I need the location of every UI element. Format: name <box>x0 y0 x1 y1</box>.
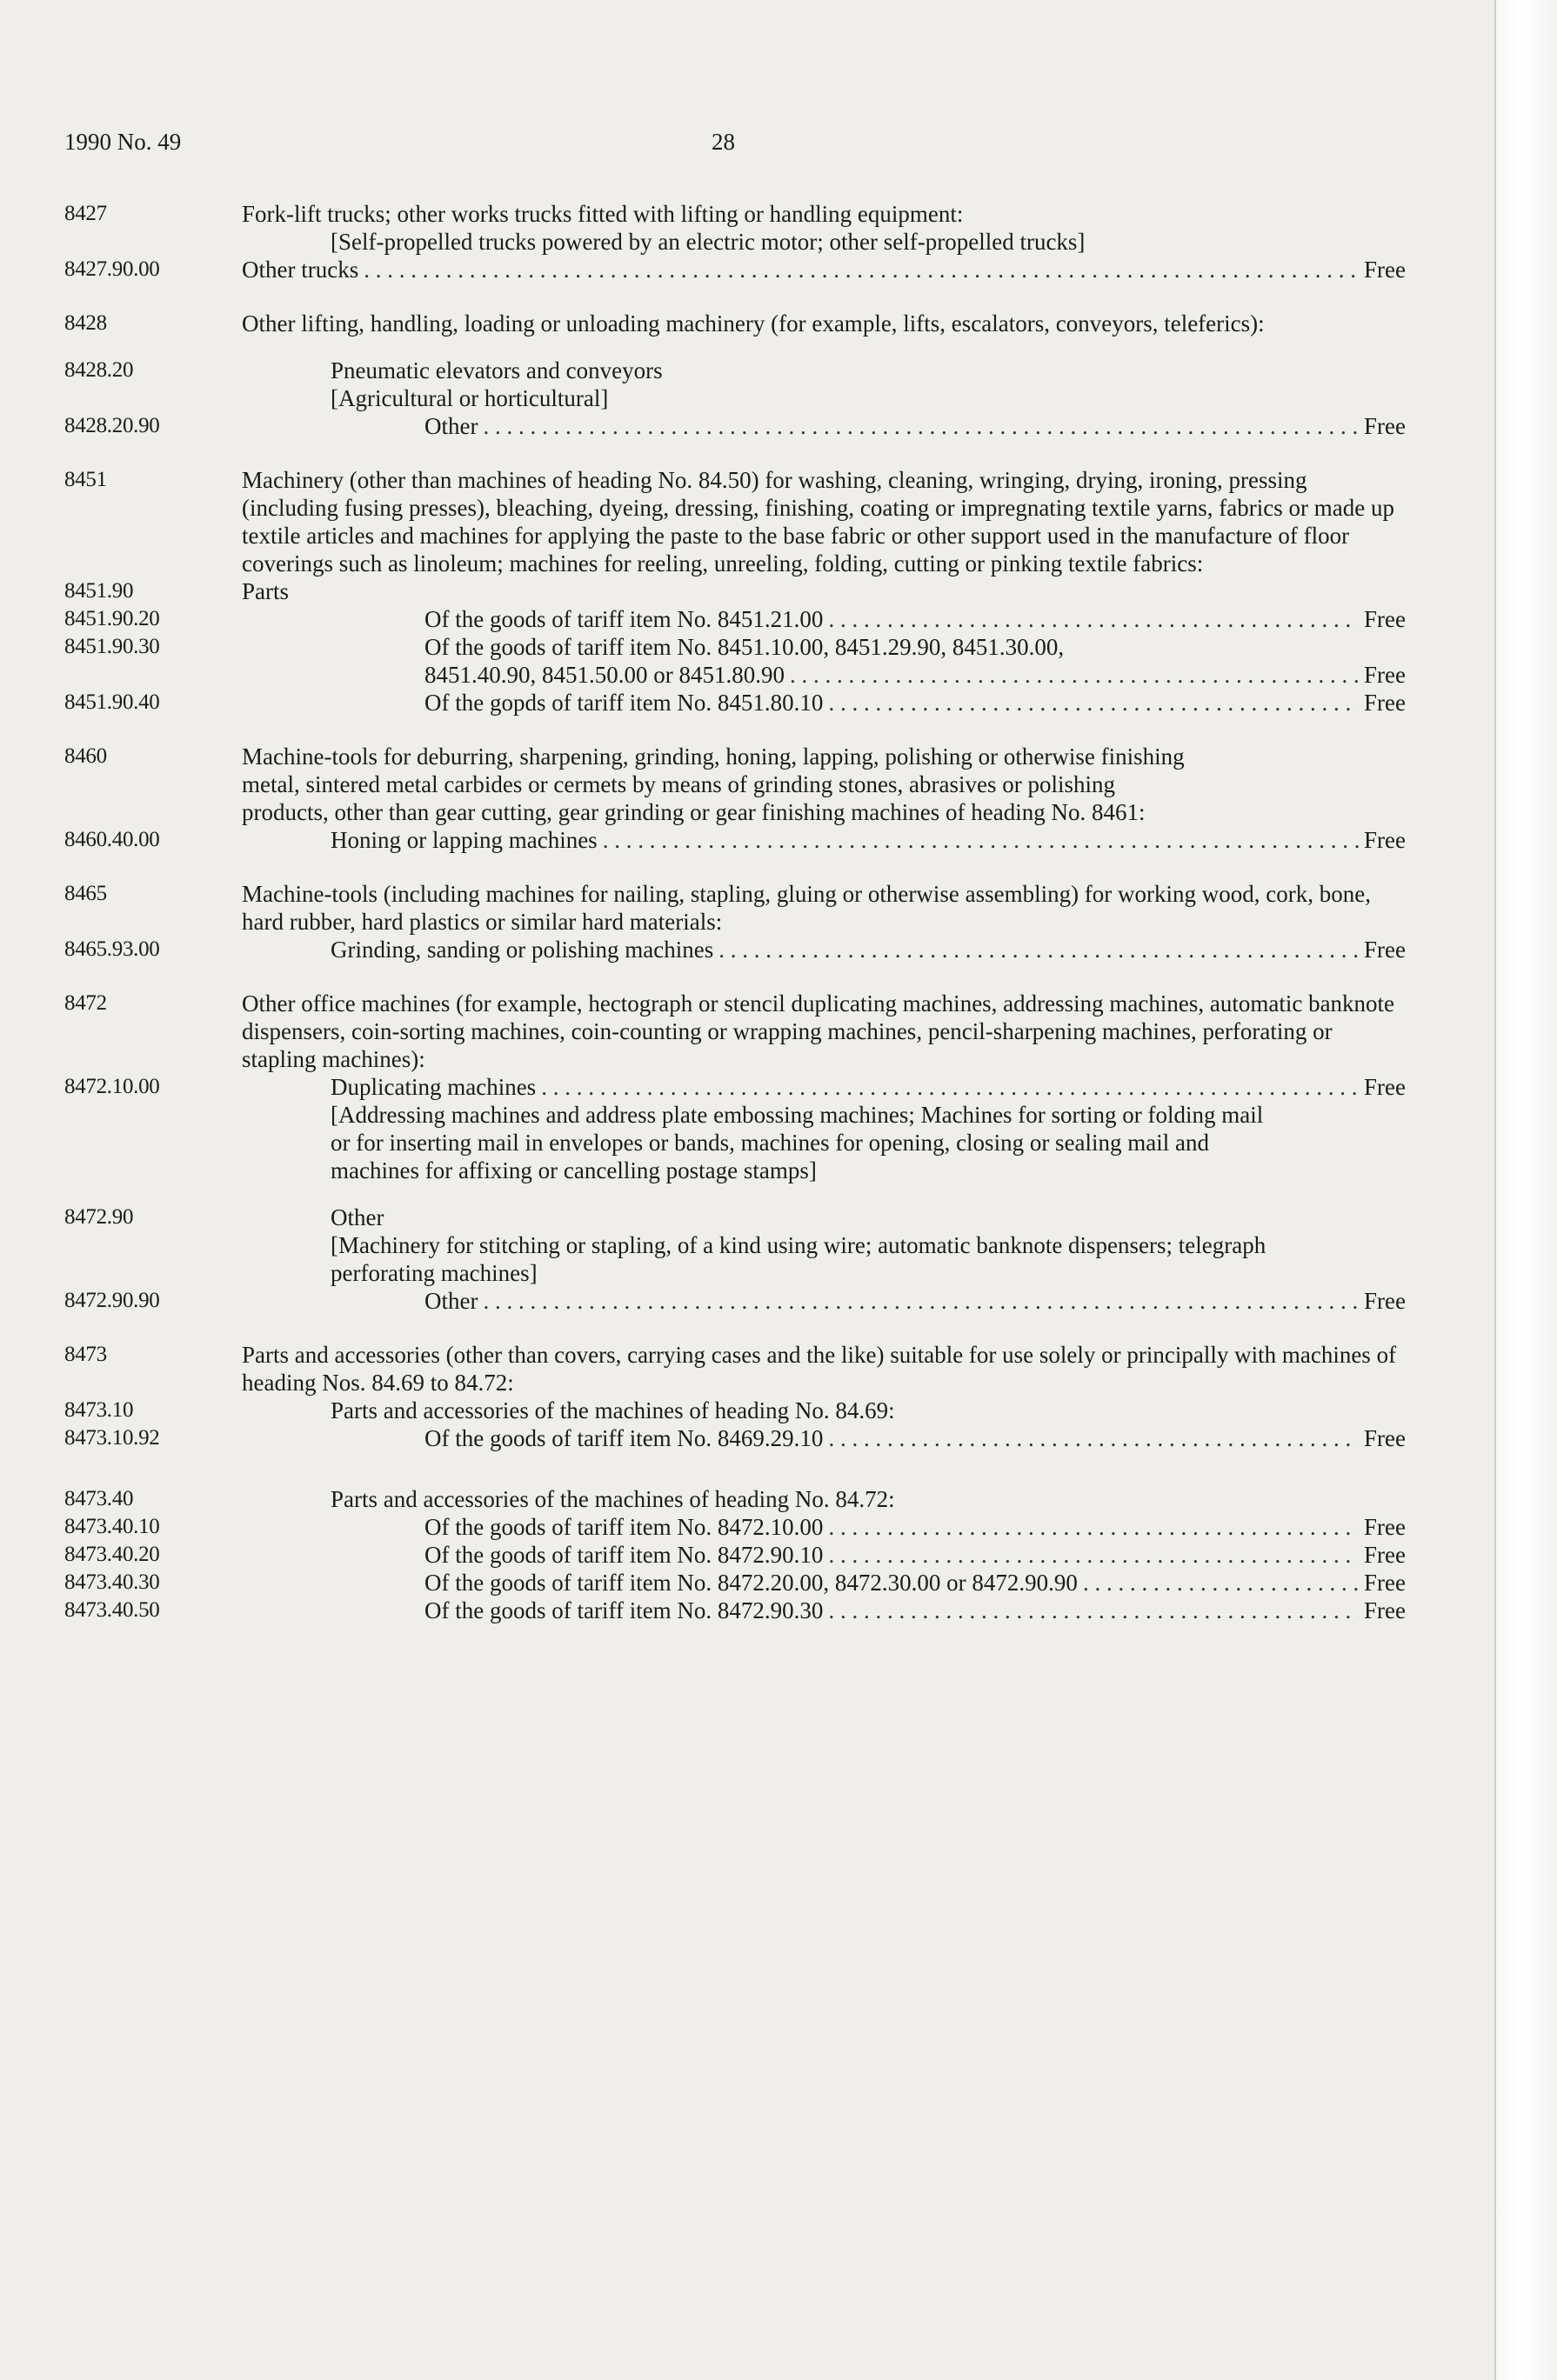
subheading-description: Pneumatic elevators and conveyors <box>331 357 663 383</box>
duty-rate: Free <box>1364 1570 1406 1596</box>
dot-leader <box>828 689 1359 717</box>
statute-reference: 1990 No. 49 <box>64 129 182 155</box>
subheading-description: Other <box>331 1204 384 1230</box>
subheading-row <box>0 1485 1494 1513</box>
duty-rate: Free <box>1364 937 1406 963</box>
tariff-code: 8460.40.00 <box>64 828 160 851</box>
tariff-item-row <box>0 1597 1494 1624</box>
duty-rate: Free <box>1364 1074 1406 1100</box>
dot-leader <box>541 1073 1359 1101</box>
item-description: Honing or lapping machines <box>331 827 598 853</box>
tariff-item-row <box>0 689 1494 717</box>
dot-leader <box>364 256 1359 283</box>
heading-description: Parts and accessories (other than covers, carrying cases and the like) suitable for use solely or principally with machines of heading Nos. 84.69 to 84.72: <box>242 1342 1397 1396</box>
item-description: Of the gopds of tariff item No. 8451.80.10 <box>424 690 824 716</box>
tariff-item-row <box>0 1541 1494 1569</box>
tariff-item-row <box>0 1287 1494 1315</box>
tariff-code: 8428 <box>64 311 107 335</box>
item-description: Grinding, sanding or polishing machines <box>331 937 714 963</box>
note-row <box>0 1101 1494 1184</box>
tariff-code: 8473.40 <box>64 1487 134 1510</box>
subheading-row <box>0 577 1494 605</box>
tariff-code: 8427.90.00 <box>64 257 160 281</box>
tariff-item-row <box>0 1424 1494 1452</box>
item-description: Duplicating machines <box>331 1074 537 1100</box>
duty-rate: Free <box>1364 1288 1406 1314</box>
heading-description: Machine-tools (including machines for nailing, stapling, gluing or otherwise assembling) for working wood, cork, bone, hard rubber, hard plastics or similar hard materials: <box>242 881 1371 935</box>
heading-description: Other lifting, handling, loading or unloading machinery (for example, lifts, escalators, conveyors, teleferics): <box>242 310 1265 337</box>
subheading-description: Parts <box>242 578 289 604</box>
item-description: Of the goods of tariff item No. 8472.10.00 <box>424 1514 824 1540</box>
tariff-item-row <box>0 1073 1494 1101</box>
duty-rate: Free <box>1364 1542 1406 1568</box>
bracketed-note: [Agricultural or horticultural] <box>331 385 609 411</box>
tariff-code: 8472.90 <box>64 1205 134 1229</box>
tariff-item-row <box>0 256 1494 283</box>
tariff-code: 8473.40.30 <box>64 1570 160 1594</box>
tariff-code: 8473.10 <box>64 1398 134 1422</box>
tariff-item-row <box>0 412 1494 440</box>
duty-rate: Free <box>1364 1597 1406 1623</box>
tariff-schedule <box>0 200 1494 1624</box>
tariff-item-row <box>0 826 1494 854</box>
item-description: Other <box>424 1288 478 1314</box>
heading-row <box>0 200 1494 228</box>
heading-row <box>0 743 1494 826</box>
bracketed-note: [Machinery for stitching or stapling, of a kind using wire; automatic banknote dispensers; telegraph perforating machines] <box>331 1232 1266 1286</box>
dot-leader <box>1083 1569 1359 1597</box>
heading-row <box>0 990 1494 1073</box>
page-header <box>0 129 1494 163</box>
dot-leader <box>603 826 1359 854</box>
tariff-code: 8465.93.00 <box>64 937 160 961</box>
dot-leader <box>483 412 1359 440</box>
page-number: 28 <box>712 129 735 155</box>
duty-rate: Free <box>1364 1514 1406 1540</box>
item-description: Other <box>424 413 478 439</box>
dot-leader <box>828 1424 1359 1452</box>
tariff-code: 8473.40.10 <box>64 1515 160 1538</box>
tariff-code: 8451.90 <box>64 579 134 603</box>
tariff-code: 8472.90.90 <box>64 1289 160 1312</box>
subheading-row <box>0 1203 1494 1231</box>
dot-leader <box>718 936 1359 963</box>
subheading-description: Parts and accessories of the machines of heading No. 84.72: <box>331 1486 895 1512</box>
bracketed-note: [Self-propelled trucks powered by an electric motor; other self-propelled trucks] <box>331 229 1086 255</box>
tariff-code: 8472 <box>64 991 107 1015</box>
heading-description: Fork-lift trucks; other works trucks fitted with lifting or handling equipment: <box>242 201 964 227</box>
tariff-item-row <box>0 633 1494 689</box>
tariff-code: 8427 <box>64 202 107 225</box>
subheading-description: Parts and accessories of the machines of heading No. 84.69: <box>331 1397 895 1423</box>
tariff-code: 8473.10.92 <box>64 1426 160 1450</box>
duty-rate: Free <box>1364 827 1406 853</box>
item-description: Of the goods of tariff item No. 8469.29.10 <box>424 1425 824 1451</box>
duty-rate: Free <box>1364 1425 1406 1451</box>
dot-leader <box>790 661 1359 689</box>
dot-leader <box>828 1597 1359 1624</box>
dot-leader <box>828 1513 1359 1541</box>
heading-description: Machine-tools for deburring, sharpening, grinding, honing, lapping, polishing or otherwise finishing metal, sintered metal carbides or cermets by means of grinding stones, abrasives or polishing products, other than gear cutting, gear grinding or gear finishing machines of heading No. 8461: <box>242 743 1185 825</box>
tariff-code: 8428.20.90 <box>64 414 160 437</box>
duty-rate: Free <box>1364 662 1406 688</box>
tariff-code: 8428.20 <box>64 358 134 382</box>
tariff-code: 8451.90.40 <box>64 690 160 714</box>
subheading-row <box>0 1397 1494 1424</box>
item-description: Of the goods of tariff item No. 8472.90.10 <box>424 1542 824 1568</box>
item-description-continued: 8451.40.90, 8451.50.00 or 8451.80.90 <box>424 662 785 688</box>
heading-row <box>0 466 1494 577</box>
item-description: Other trucks <box>242 257 359 283</box>
tariff-code: 8460 <box>64 744 107 768</box>
tariff-code: 8472.10.00 <box>64 1075 160 1098</box>
dot-leader <box>483 1287 1359 1315</box>
note-row <box>0 384 1494 412</box>
duty-rate: Free <box>1364 257 1406 283</box>
heading-description: Machinery (other than machines of heading No. 84.50) for washing, cleaning, wringing, drying, ironing, pressing (including fusing presses), bleaching, dyeing, dressing, finishing, coating or impregnating textile yarns, fabrics or made up textile articles and machines for applying the paste to the base fabric or other support used in the manufacture of floor coverings such as linoleum; machines for reeling, unreeling, folding, cutting or pinking textile fabrics: <box>242 467 1394 577</box>
tariff-item-row <box>0 605 1494 633</box>
duty-rate: Free <box>1364 606 1406 632</box>
page-edge <box>1494 0 1557 2380</box>
tariff-code: 8451 <box>64 468 107 491</box>
tariff-code: 8473.40.50 <box>64 1598 160 1622</box>
item-description: Of the goods of tariff item No. 8472.20.00, 8472.30.00 or 8472.90.90 <box>424 1570 1078 1596</box>
bracketed-note: [Addressing machines and address plate embossing machines; Machines for sorting or folding mail or for inserting mail in envelopes or bands, machines for opening, closing or sealing mail and machines for affixing or cancelling postage stamps] <box>331 1102 1264 1183</box>
heading-description: Other office machines (for example, hectograph or stencil duplicating machines, addressing machines, automatic banknote dispensers, coin-sorting machines, coin-counting or wrapping machines, pencil-sharpening machines, perforating or stapling machines): <box>242 990 1395 1072</box>
tariff-code: 8473.40.20 <box>64 1543 160 1566</box>
tariff-code: 8451.90.20 <box>64 607 160 630</box>
tariff-item-row <box>0 1569 1494 1597</box>
item-description: Of the goods of tariff item No. 8472.90.30 <box>424 1597 824 1623</box>
note-row <box>0 1231 1494 1287</box>
tariff-item-row <box>0 1513 1494 1541</box>
heading-row <box>0 1341 1494 1397</box>
dot-leader <box>828 605 1359 633</box>
note-row <box>0 228 1494 256</box>
duty-rate: Free <box>1364 690 1406 716</box>
heading-row <box>0 880 1494 936</box>
tariff-code: 8473 <box>64 1343 107 1366</box>
dot-leader <box>828 1541 1359 1569</box>
item-description: Of the goods of tariff item No. 8451.10.00, 8451.29.90, 8451.30.00, <box>424 634 1065 660</box>
tariff-item-row <box>0 936 1494 963</box>
tariff-code: 8451.90.30 <box>64 635 160 658</box>
heading-row <box>0 310 1494 337</box>
duty-rate: Free <box>1364 413 1406 439</box>
tariff-code: 8465 <box>64 882 107 905</box>
subheading-row <box>0 357 1494 384</box>
item-description: Of the goods of tariff item No. 8451.21.00 <box>424 606 824 632</box>
